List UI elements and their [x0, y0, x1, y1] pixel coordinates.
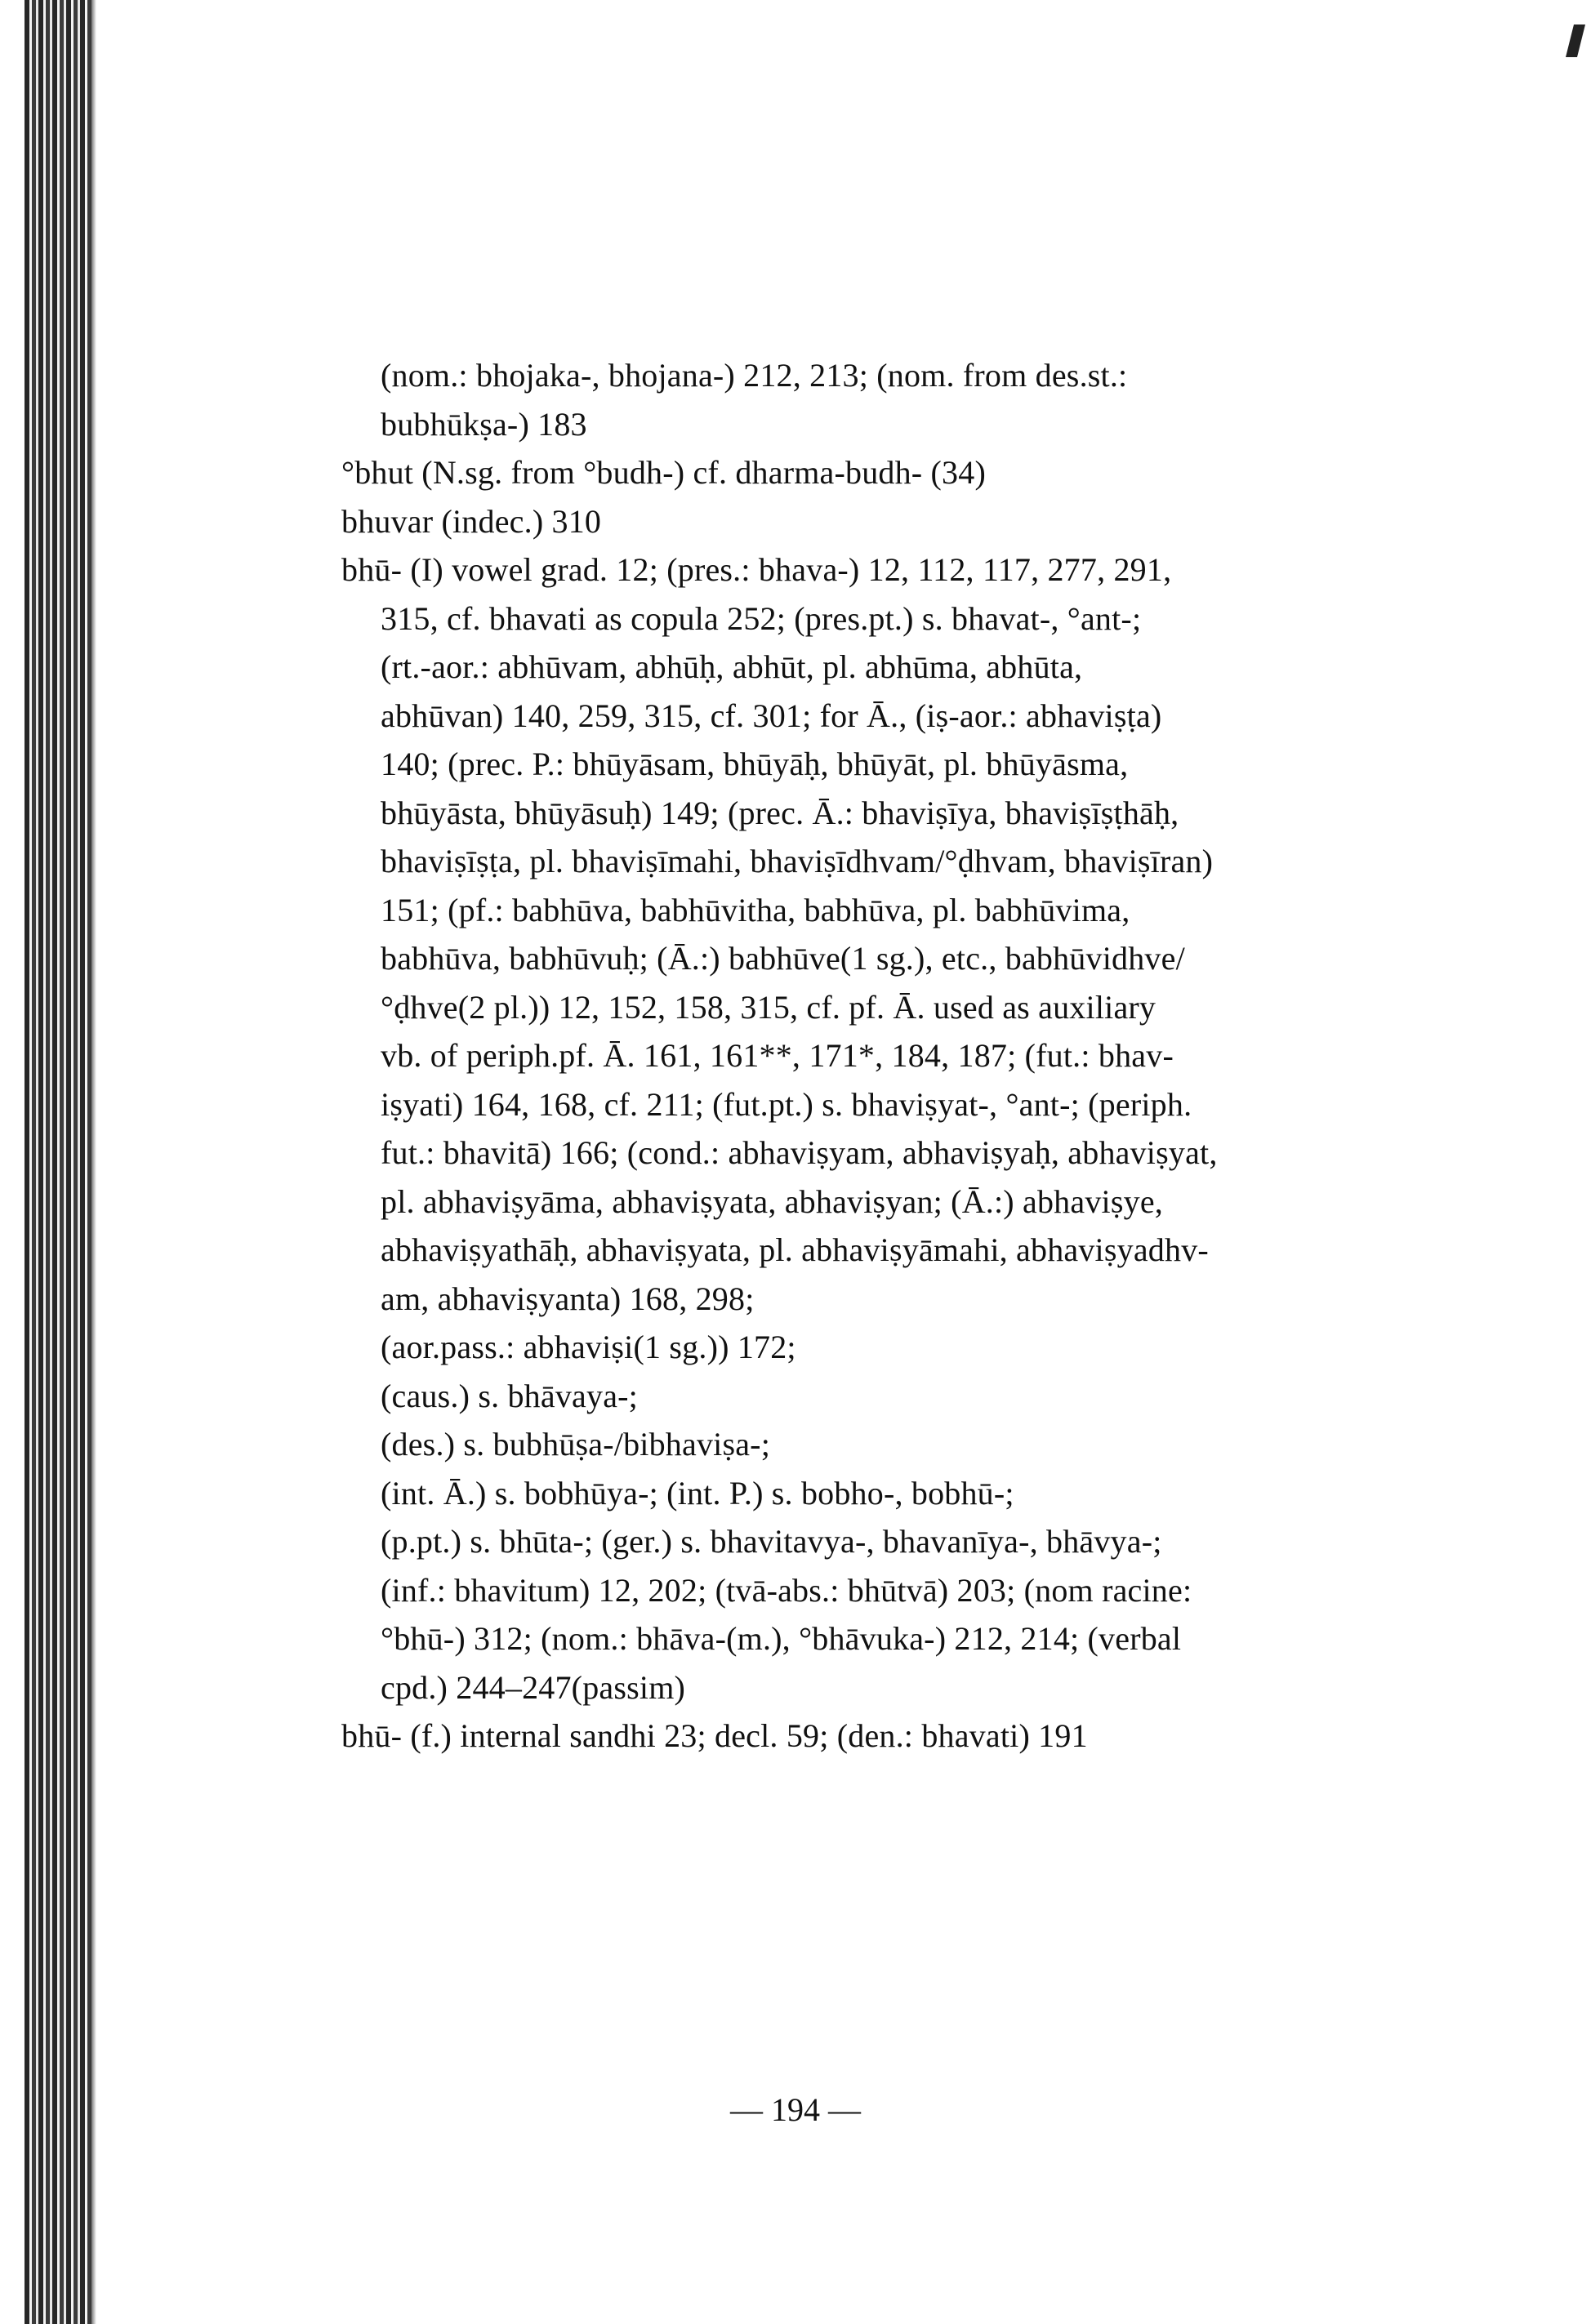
- index-line: bhū- (I) vowel grad. 12; (pres.: bhava-) 12, 112, 117, 277, 291,: [341, 551, 1172, 588]
- index-line: babhūva, babhūvuḥ; (Ā.:) babhūve(1 sg.), etc., babhūvidhve/: [381, 940, 1185, 977]
- scan-corner-mark: [1566, 24, 1585, 57]
- index-line: (des.) s. bubhūṣa-/bibhaviṣa-;: [381, 1426, 771, 1463]
- index-line: bhuvar (indec.) 310: [341, 502, 602, 540]
- index-line: am, abhaviṣyanta) 168, 298;: [381, 1280, 755, 1317]
- index-line: bhūyāsta, bhūyāsuḥ) 149; (prec. Ā.: bhaviṣīya, bhaviṣīṣṭhāḥ,: [381, 794, 1179, 831]
- index-line: cpd.) 244–247(passim): [381, 1668, 686, 1706]
- index-line: (int. Ā.) s. bobhūya-; (int. P.) s. bobho-, bobhū-;: [381, 1474, 1014, 1511]
- index-line: °ḍhve(2 pl.)) 12, 152, 158, 315, cf. pf. Ā. used as auxiliary: [381, 988, 1156, 1026]
- page-number: — 194 —: [730, 2091, 861, 2128]
- index-line: (p.pt.) s. bhūta-; (ger.) s. bhavitavya-, bhavanīya-, bhāvya-;: [381, 1523, 1162, 1560]
- index-line: pl. abhaviṣyāma, abhaviṣyata, abhaviṣyan; (Ā.:) abhaviṣye,: [381, 1182, 1163, 1220]
- index-line: (caus.) s. bhāvaya-;: [381, 1377, 638, 1414]
- book-binding-shadow: [25, 0, 95, 2324]
- index-line: (inf.: bhavitum) 12, 202; (tvā-abs.: bhūtvā) 203; (nom racine:: [381, 1571, 1192, 1609]
- index-line: 140; (prec. P.: bhūyāsam, bhūyāḥ, bhūyāt, pl. bhūyāsma,: [381, 746, 1129, 782]
- index-line: bhaviṣīṣṭa, pl. bhaviṣīmahi, bhaviṣīdhvam/°ḍhvam, bhaviṣīran): [381, 843, 1214, 879]
- index-line: iṣyati) 164, 168, cf. 211; (fut.pt.) s. bhaviṣyat-, °ant-; (periph.: [381, 1085, 1192, 1123]
- index-line: fut.: bhavitā) 166; (cond.: abhaviṣyam, abhaviṣyaḥ, abhaviṣyat,: [381, 1134, 1218, 1171]
- index-line: (aor.pass.: abhaviṣi(1 sg.)) 172;: [381, 1329, 796, 1365]
- index-line: °bhut (N.sg. from °budh-) cf. dharma-budh- (34): [341, 454, 986, 491]
- index-line: 315, cf. bhavati as copula 252; (pres.pt.) s. bhavat-, °ant-;: [381, 599, 1142, 637]
- index-line: °bhū-) 312; (nom.: bhāva-(m.), °bhāvuka-) 212, 214; (verbal: [381, 1620, 1182, 1657]
- index-line: 151; (pf.: babhūva, babhūvitha, babhūva, pl. babhūvima,: [381, 891, 1130, 928]
- index-entries: [341, 351, 1428, 1761]
- index-line: (nom.: bhojaka-, bhojana-) 212, 213; (nom. from des.st.:: [381, 357, 1128, 394]
- index-line: bhū- (f.) internal sandhi 23; decl. 59; (den.: bhavati) 191: [341, 1717, 1088, 1754]
- index-line: bubhūkṣa-) 183: [381, 405, 587, 443]
- page-gutter-edge: [91, 0, 96, 2324]
- index-line: abhūvan) 140, 259, 315, cf. 301; for Ā., (iṣ-aor.: abhaviṣṭa): [381, 697, 1162, 734]
- index-line: abhaviṣyathāḥ, abhaviṣyata, pl. abhaviṣyāmahi, abhaviṣyadhv-: [381, 1231, 1209, 1268]
- index-line: vb. of periph.pf. Ā. 161, 161**, 171*, 184, 187; (fut.: bhav-: [381, 1037, 1174, 1074]
- index-line: (rt.-aor.: abhūvam, abhūḥ, abhūt, pl. abhūma, abhūta,: [381, 648, 1083, 685]
